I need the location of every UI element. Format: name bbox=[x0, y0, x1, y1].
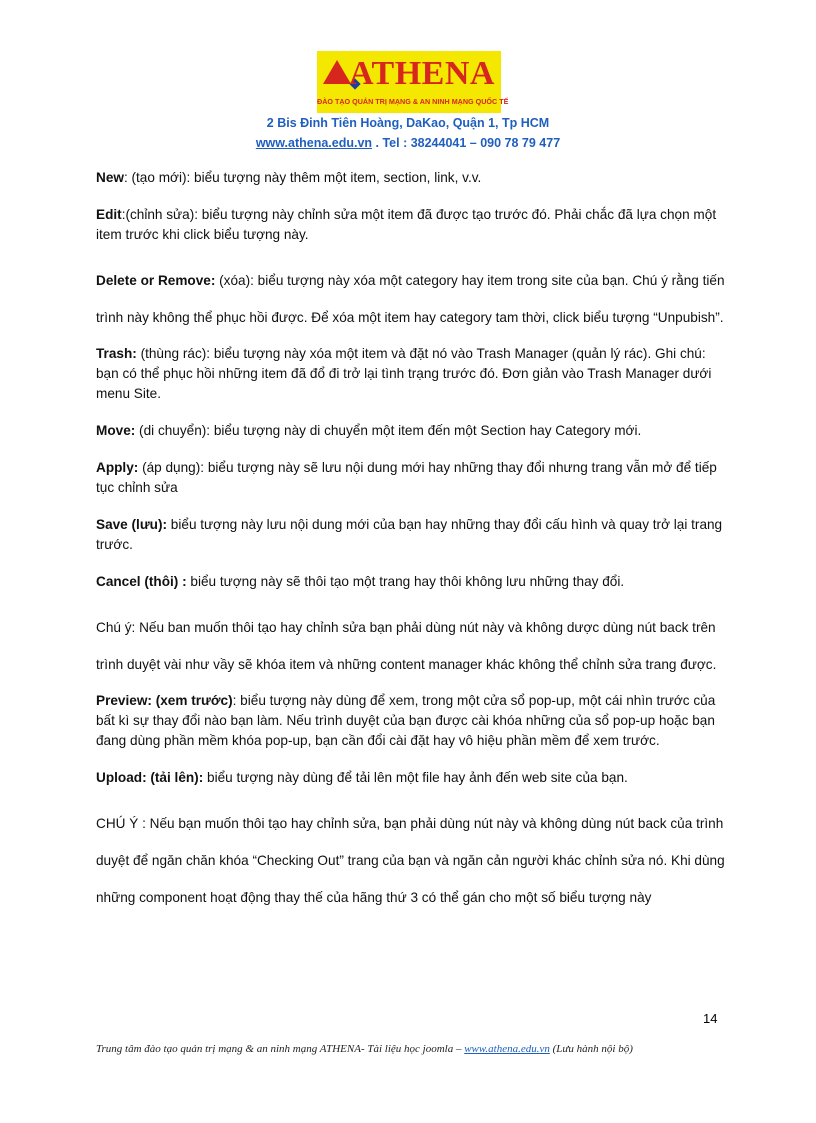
page-footer bbox=[96, 1043, 736, 1055]
footer-website-link[interactable]: www.athena.edu.vn bbox=[464, 1043, 550, 1055]
paragraph-apply: Apply: (áp dụng): biểu tượng này sẽ lưu nội dung mới hay những thay đổi nhưng trang vẫn mở để tiếp tục chỉnh sửa bbox=[96, 460, 717, 495]
paragraph-upload: Upload: (tải lên): biểu tượng này dùng để tải lên một file hay ảnh đến web site của bạn. bbox=[96, 770, 628, 785]
paragraph-cancel-note: Chú ý: Nếu ban muốn thôi tạo hay chỉnh sửa bạn phải dùng nút này và không dược dùng nút back trên trình duyệt vài như vầy sẽ khóa item và những content manager khác không thể chỉnh sửa trang được. bbox=[96, 620, 717, 672]
logo-subtitle: ĐÀO TẠO QUẢN TRỊ MẠNG & AN NINH MẠNG QUỐC TẾ bbox=[317, 97, 509, 106]
logo-triangle-icon bbox=[323, 60, 351, 84]
paragraph-move: Move: (di chuyển): biểu tượng này di chuyển một item đến một Section hay Category mới. bbox=[96, 423, 642, 438]
paragraph-preview: Preview: (xem trước): biểu tượng này dùng để xem, trong một cửa sổ pop-up, một cái nhìn trước của bất kì sự thay đổi nào bạn làm. Nếu trình duyệt của bạn được cài khóa những của sổ pop-up hoặc bạn đang dùng phần mềm khóa pop-up, bạn cần đổi cài đặt hay vô hiệu phần mềm để xem trước. bbox=[96, 693, 716, 748]
paragraph-save: Save (lưu): biểu tượng này lưu nội dung mới của bạn hay những thay đổi cấu hình và quay trở lại trang trước. bbox=[96, 517, 723, 552]
paragraph-cancel: Cancel (thôi) : biểu tượng này sẽ thôi tạo một trang hay thôi không lưu những thay đổi. bbox=[96, 574, 625, 589]
document-body bbox=[96, 168, 728, 924]
footer-text: Trung tâm đào tạo quản trị mạng & an ninh mạng ATHENA- Tài liệu học joomla – bbox=[96, 1043, 465, 1055]
header-contact bbox=[0, 135, 816, 151]
paragraph-new: New: (tạo mới): biểu tượng này thêm một item, section, link, v.v. bbox=[96, 170, 482, 185]
paragraph-trash: Trash: (thùng rác): biểu tượng này xóa một item và đặt nó vào Trash Manager (quản lý rác). Ghi chú: bạn có thể phục hồi những item đã đổ đi trở lại tình trạng trước đó. Đơn giản vào Trash Manager dưới menu Site. bbox=[96, 346, 712, 401]
header-phone: . Tel : 38244041 – 090 78 79 477 bbox=[372, 136, 561, 150]
page-number: 14 bbox=[703, 1011, 718, 1026]
header-address: 2 Bis Đinh Tiên Hoàng, DaKao, Quận 1, Tp HCM bbox=[266, 116, 550, 130]
paragraph-delete: Delete or Remove: (xóa): biểu tượng này xóa một category hay item trong site của bạn. Chú ý rằng tiến trình này không thể phục hồi được. Để xóa một item hay category tam thời, click biểu tượng “Unpubish”. bbox=[96, 273, 725, 325]
athena-logo bbox=[317, 51, 509, 113]
logo-text: ATHENA bbox=[349, 55, 495, 92]
header-website-link[interactable]: www.athena.edu.vn bbox=[255, 136, 373, 150]
paragraph-upload-note: CHÚ Ý : Nếu bạn muốn thôi tạo hay chỉnh sửa, bạn phải dùng nút này và không dùng nút back của trình duyệt để ngăn chăn khóa “Checking Out” trang của bạn và ngăn cản người khác chỉnh sửa nó. Khi dùng những component hoạt động thay thế của hãng thứ 3 có thể gán cho một số biểu tượng này bbox=[96, 816, 725, 905]
footer-suffix: (Lưu hành nội bộ) bbox=[549, 1043, 633, 1055]
paragraph-edit: Edit:(chỉnh sửa): biểu tượng này chỉnh sửa một item đã được tạo trước đó. Phải chắc đã lựa chọn một item trước khi click biểu tượng này. bbox=[96, 207, 717, 242]
